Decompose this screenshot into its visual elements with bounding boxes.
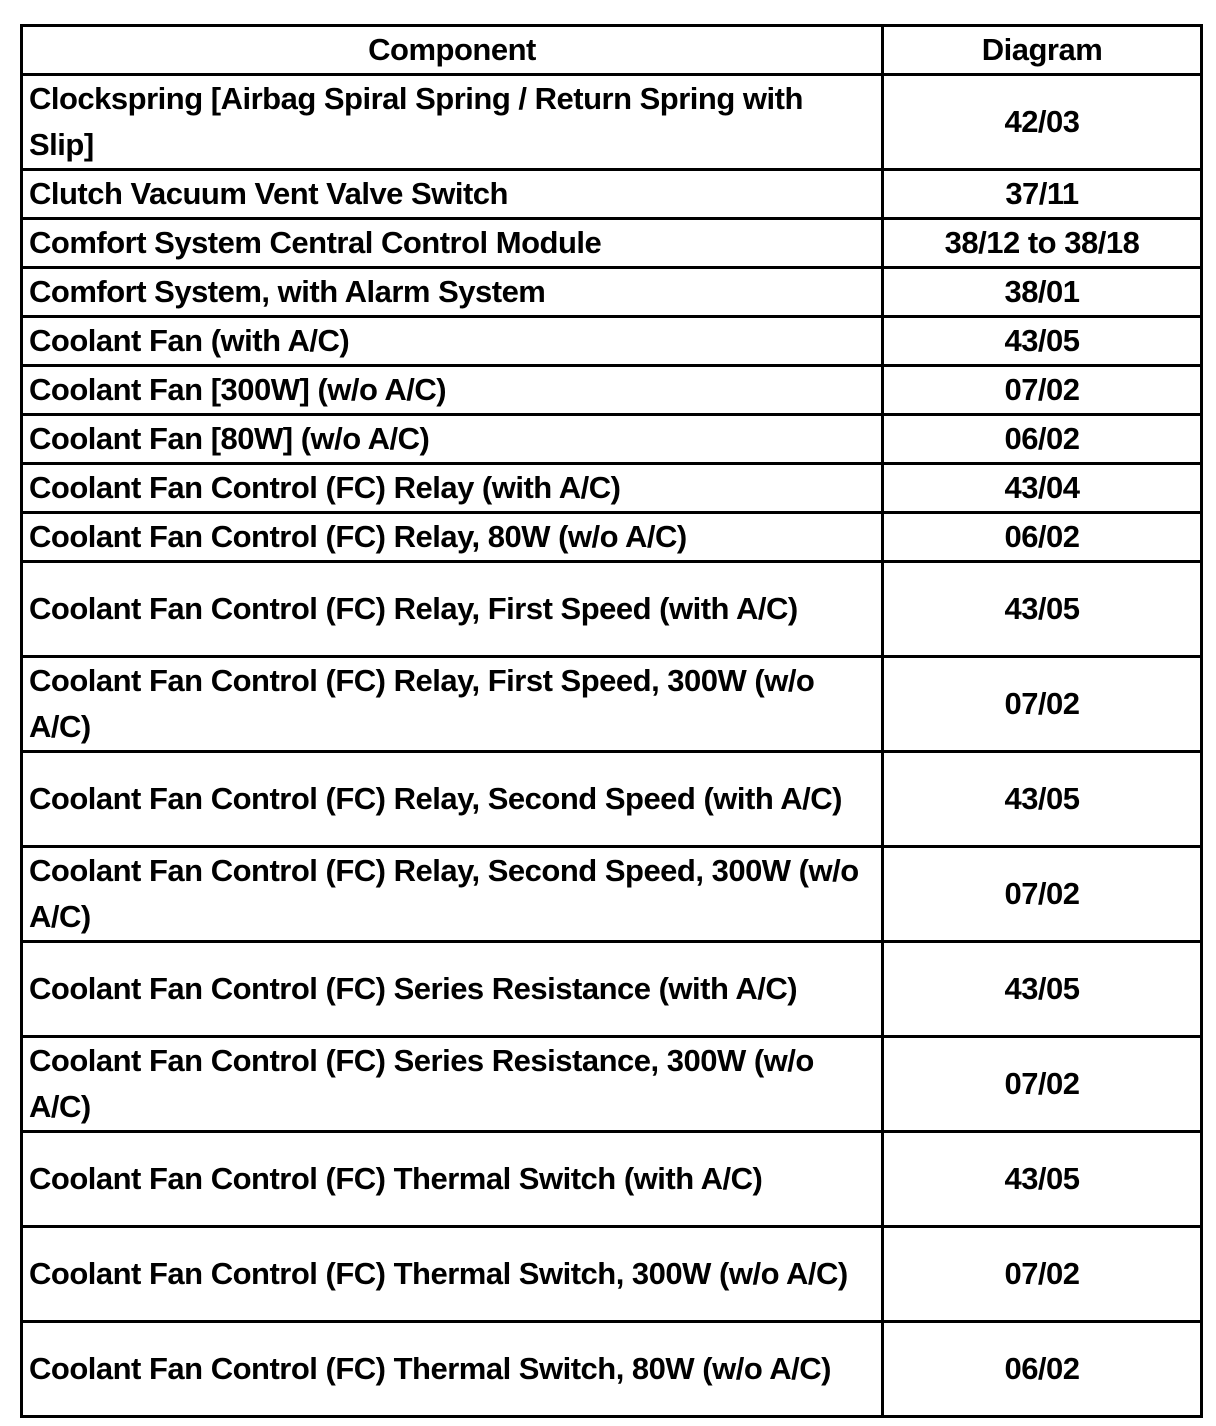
diagram-cell: 07/02 — [883, 657, 1202, 752]
table-row — [22, 1132, 1202, 1227]
component-cell: Coolant Fan Control (FC) Series Resistance, 300W (w/o A/C) — [22, 1037, 883, 1132]
diagram-cell: 06/02 — [883, 1322, 1202, 1417]
diagram-cell: 38/01 — [883, 268, 1202, 317]
table-row — [22, 562, 1202, 657]
column-header-component: Component — [22, 26, 883, 75]
table-row — [22, 219, 1202, 268]
table-row — [22, 942, 1202, 1037]
diagram-cell: 38/12 to 38/18 — [883, 219, 1202, 268]
table-row — [22, 415, 1202, 464]
diagram-cell: 43/05 — [883, 1132, 1202, 1227]
diagram-cell: 07/02 — [883, 1037, 1202, 1132]
component-cell: Clutch Vacuum Vent Valve Switch — [22, 170, 883, 219]
table-header-row — [22, 26, 1202, 75]
diagram-cell: 42/03 — [883, 75, 1202, 170]
table-row — [22, 513, 1202, 562]
component-cell: Coolant Fan Control (FC) Thermal Switch (with A/C) — [22, 1132, 883, 1227]
column-header-diagram: Diagram — [883, 26, 1202, 75]
component-cell: Coolant Fan [80W] (w/o A/C) — [22, 415, 883, 464]
diagram-cell: 43/05 — [883, 317, 1202, 366]
component-cell: Clockspring [Airbag Spiral Spring / Return Spring with Slip] — [22, 75, 883, 170]
component-cell: Coolant Fan Control (FC) Series Resistance (with A/C) — [22, 942, 883, 1037]
component-cell: Coolant Fan Control (FC) Thermal Switch, 300W (w/o A/C) — [22, 1227, 883, 1322]
table-row — [22, 317, 1202, 366]
diagram-cell: 43/05 — [883, 942, 1202, 1037]
table-row — [22, 1037, 1202, 1132]
diagram-cell: 07/02 — [883, 847, 1202, 942]
diagram-cell: 43/04 — [883, 464, 1202, 513]
diagram-cell: 06/02 — [883, 513, 1202, 562]
component-cell: Coolant Fan Control (FC) Relay, Second Speed (with A/C) — [22, 752, 883, 847]
component-cell: Coolant Fan Control (FC) Relay, First Speed (with A/C) — [22, 562, 883, 657]
diagram-cell: 43/05 — [883, 752, 1202, 847]
component-diagram-table — [20, 24, 1203, 1418]
component-cell: Comfort System Central Control Module — [22, 219, 883, 268]
diagram-cell: 06/02 — [883, 415, 1202, 464]
diagram-cell: 07/02 — [883, 1227, 1202, 1322]
component-cell: Coolant Fan Control (FC) Thermal Switch, 80W (w/o A/C) — [22, 1322, 883, 1417]
diagram-cell: 37/11 — [883, 170, 1202, 219]
component-cell: Coolant Fan [300W] (w/o A/C) — [22, 366, 883, 415]
component-cell: Coolant Fan Control (FC) Relay, Second Speed, 300W (w/o A/C) — [22, 847, 883, 942]
component-cell: Coolant Fan Control (FC) Relay (with A/C) — [22, 464, 883, 513]
table-row — [22, 847, 1202, 942]
component-cell: Comfort System, with Alarm System — [22, 268, 883, 317]
table-row — [22, 75, 1202, 170]
diagram-cell: 07/02 — [883, 366, 1202, 415]
table-row — [22, 366, 1202, 415]
component-cell: Coolant Fan Control (FC) Relay, 80W (w/o A/C) — [22, 513, 883, 562]
table-row — [22, 1322, 1202, 1417]
table-row — [22, 657, 1202, 752]
component-cell: Coolant Fan (with A/C) — [22, 317, 883, 366]
table-row — [22, 464, 1202, 513]
table-row — [22, 170, 1202, 219]
diagram-cell: 43/05 — [883, 562, 1202, 657]
table-row — [22, 752, 1202, 847]
component-cell: Coolant Fan Control (FC) Relay, First Speed, 300W (w/o A/C) — [22, 657, 883, 752]
table-row — [22, 268, 1202, 317]
table-row — [22, 1227, 1202, 1322]
